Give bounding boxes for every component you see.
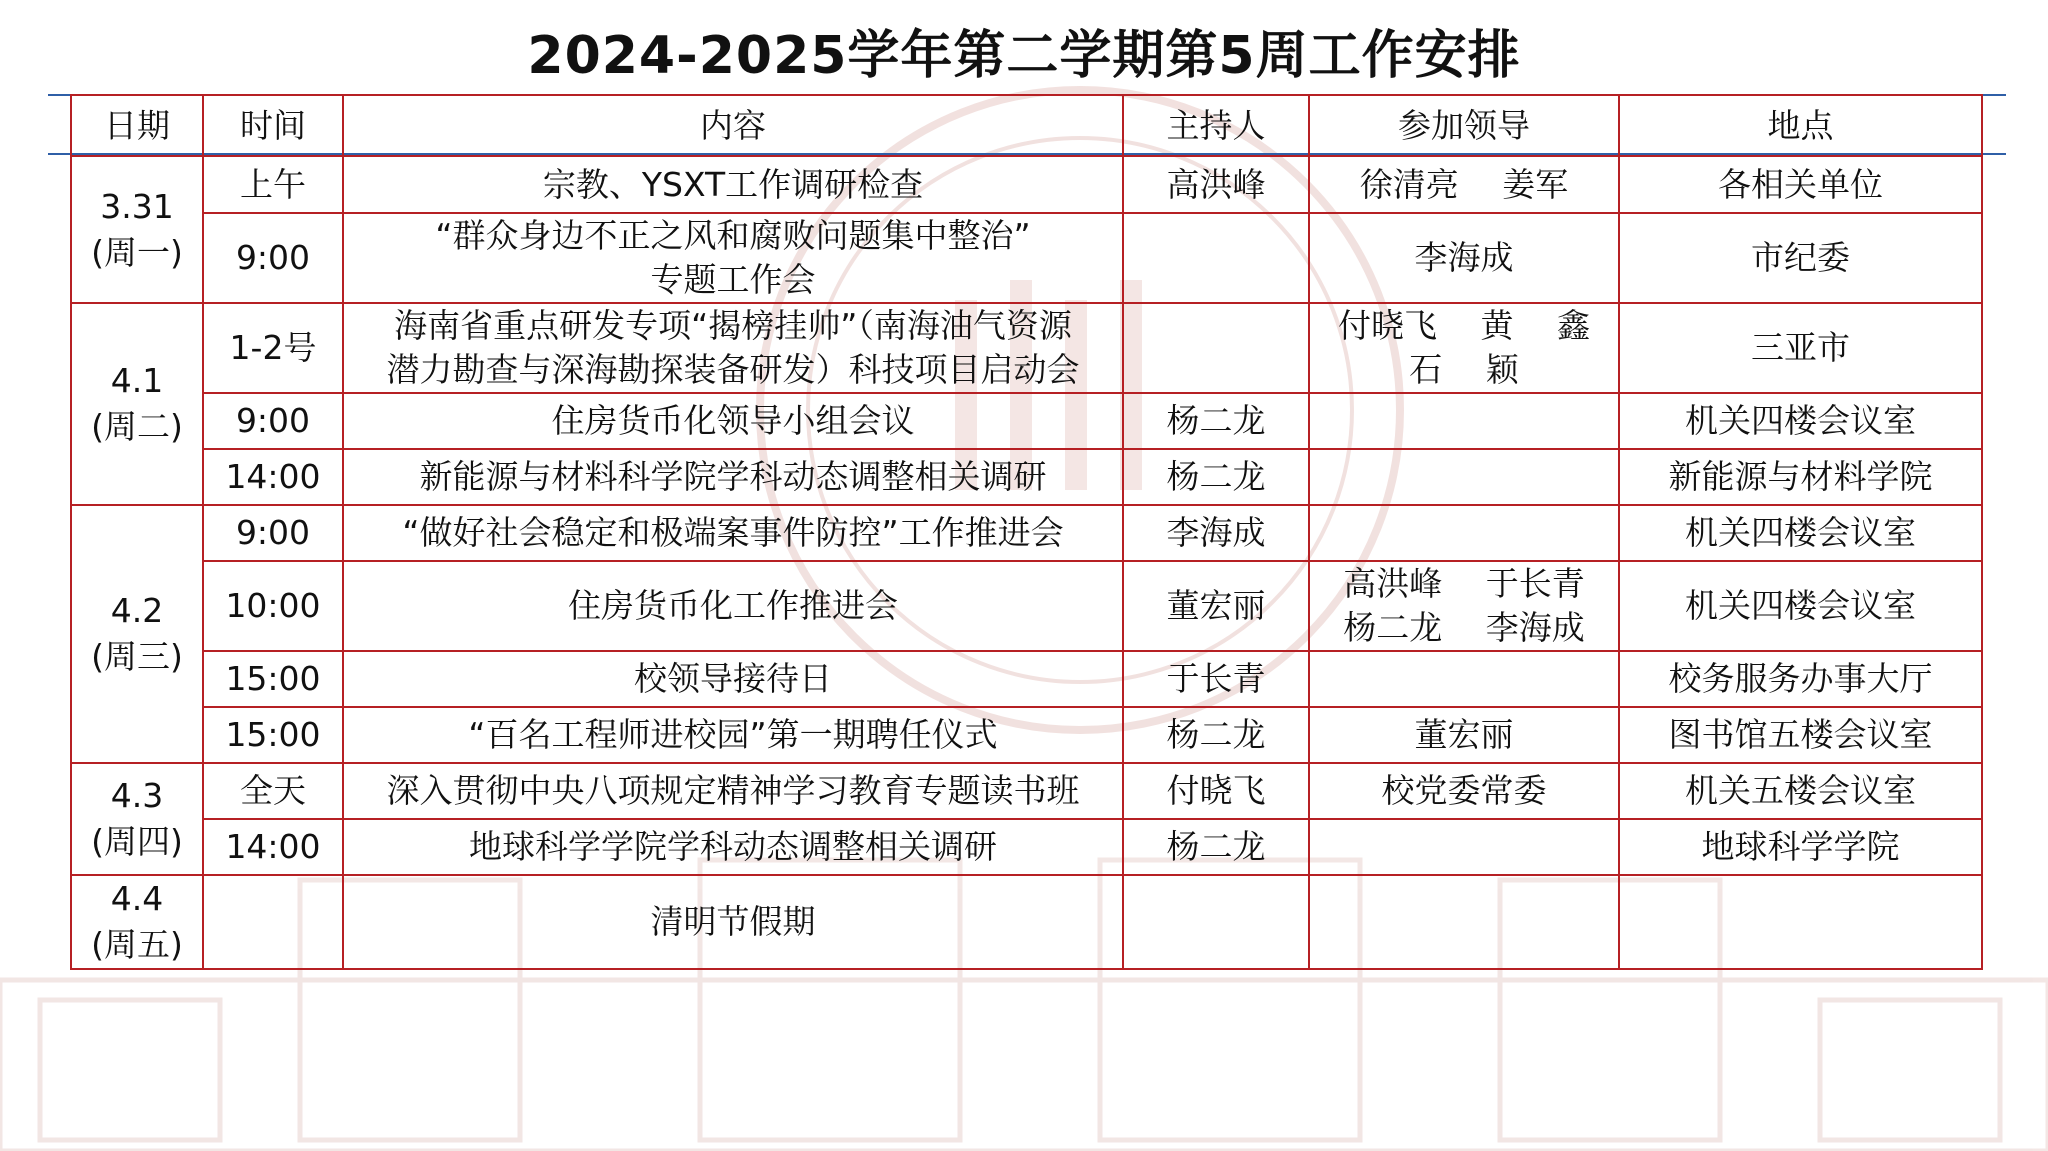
place-cell: 机关五楼会议室 bbox=[1619, 763, 1982, 819]
host-cell bbox=[1123, 875, 1309, 969]
host-cell: 高洪峰 bbox=[1123, 156, 1309, 213]
place-cell: 机关四楼会议室 bbox=[1619, 393, 1982, 449]
content-cell bbox=[343, 303, 1123, 393]
table-row bbox=[71, 213, 1982, 303]
leaders-cell bbox=[1309, 156, 1619, 213]
content-cell bbox=[343, 449, 1123, 505]
table-row bbox=[71, 651, 1982, 707]
weekday-value: (周一) bbox=[91, 232, 183, 272]
time-cell: 9:00 bbox=[203, 213, 343, 303]
date-cell bbox=[71, 505, 203, 763]
place-cell: 各相关单位 bbox=[1619, 156, 1982, 213]
place-cell: 图书馆五楼会议室 bbox=[1619, 707, 1982, 763]
leader-line: 董宏丽 bbox=[1414, 715, 1514, 754]
content-line: “百名工程师进校园”第一期聘任仪式 bbox=[468, 715, 998, 754]
leader-line: 李海成 bbox=[1414, 238, 1514, 277]
content-line: 专题工作会 bbox=[650, 260, 816, 299]
table-row bbox=[71, 707, 1982, 763]
time-cell: 全天 bbox=[203, 763, 343, 819]
table-row bbox=[71, 505, 1982, 561]
weekday-value: (周二) bbox=[91, 407, 183, 446]
place-cell: 三亚市 bbox=[1619, 303, 1982, 393]
content-cell bbox=[343, 561, 1123, 651]
content-line: 深入贯彻中央八项规定精神学习教育专题读书班 bbox=[386, 771, 1080, 810]
column-header-content: 内容 bbox=[343, 95, 1123, 156]
column-header-time: 时间 bbox=[203, 95, 343, 156]
leader-line: 石 颖 bbox=[1409, 350, 1519, 389]
leaders-cell bbox=[1309, 449, 1619, 505]
content-cell bbox=[343, 875, 1123, 969]
time-cell: 14:00 bbox=[203, 449, 343, 505]
place-cell bbox=[1619, 875, 1982, 969]
table-header-row bbox=[71, 95, 1982, 156]
column-header-leaders: 参加领导 bbox=[1309, 95, 1619, 156]
table-row bbox=[71, 449, 1982, 505]
place-cell: 校务服务办事大厅 bbox=[1619, 651, 1982, 707]
column-header-place: 地点 bbox=[1619, 95, 1982, 156]
content-line: 住房货币化领导小组会议 bbox=[551, 401, 915, 440]
leaders-cell bbox=[1309, 875, 1619, 969]
content-cell bbox=[343, 505, 1123, 561]
content-line: 新能源与材料科学院学科动态调整相关调研 bbox=[419, 457, 1047, 496]
table-row bbox=[71, 156, 1982, 213]
content-cell bbox=[343, 651, 1123, 707]
content-line: 住房货币化工作推进会 bbox=[568, 586, 898, 625]
leader-line: 徐清亮 姜军 bbox=[1359, 164, 1569, 204]
time-cell: 15:00 bbox=[203, 707, 343, 763]
place-cell: 地球科学学院 bbox=[1619, 819, 1982, 875]
content-line: 宗教、YSXT工作调研检查 bbox=[542, 164, 924, 204]
column-header-date: 日期 bbox=[71, 95, 203, 156]
table-row bbox=[71, 875, 1982, 969]
content-line: 潜力勘查与深海勘探装备研发）科技项目启动会 bbox=[386, 350, 1080, 389]
time-cell: 14:00 bbox=[203, 819, 343, 875]
content-cell bbox=[343, 707, 1123, 763]
host-cell: 杨二龙 bbox=[1123, 819, 1309, 875]
leaders-cell bbox=[1309, 303, 1619, 393]
leaders-cell bbox=[1309, 763, 1619, 819]
leaders-cell bbox=[1309, 505, 1619, 561]
content-line: 海南省重点研发专项“揭榜挂帅”（南海油气资源 bbox=[394, 306, 1072, 345]
leaders-cell bbox=[1309, 213, 1619, 303]
column-header-host: 主持人 bbox=[1123, 95, 1309, 156]
content-line: 地球科学学院学科动态调整相关调研 bbox=[469, 827, 997, 866]
host-cell bbox=[1123, 213, 1309, 303]
table-row bbox=[71, 303, 1982, 393]
host-cell: 董宏丽 bbox=[1123, 561, 1309, 651]
host-cell: 杨二龙 bbox=[1123, 393, 1309, 449]
time-cell bbox=[203, 875, 343, 969]
leaders-cell bbox=[1309, 651, 1619, 707]
leader-line: 校党委常委 bbox=[1381, 771, 1547, 810]
time-cell: 15:00 bbox=[203, 651, 343, 707]
page-title: 2024-2025学年第二学期第5周工作安排 bbox=[527, 26, 1521, 86]
place-cell: 机关四楼会议室 bbox=[1619, 505, 1982, 561]
content-line: 校领导接待日 bbox=[634, 659, 832, 698]
date-value: 4.4 bbox=[110, 879, 164, 918]
content-line: “群众身边不正之风和腐败问题集中整治” bbox=[435, 216, 1031, 255]
weekday-value: (周三) bbox=[91, 637, 183, 676]
leaders-cell bbox=[1309, 819, 1619, 875]
place-cell: 新能源与材料学院 bbox=[1619, 449, 1982, 505]
time-cell: 上午 bbox=[203, 156, 343, 213]
content-cell bbox=[343, 763, 1123, 819]
host-cell: 李海成 bbox=[1123, 505, 1309, 561]
leaders-cell bbox=[1309, 393, 1619, 449]
date-value: 4.2 bbox=[110, 591, 164, 630]
leader-line: 杨二龙 李海成 bbox=[1343, 608, 1585, 647]
host-cell: 杨二龙 bbox=[1123, 707, 1309, 763]
content-line: 清明节假期 bbox=[650, 902, 816, 941]
table-row bbox=[71, 819, 1982, 875]
date-cell bbox=[71, 875, 203, 969]
weekday-value: (周五) bbox=[91, 925, 183, 964]
leaders-cell bbox=[1309, 561, 1619, 651]
host-cell: 杨二龙 bbox=[1123, 449, 1309, 505]
table-row bbox=[71, 763, 1982, 819]
content-cell bbox=[343, 819, 1123, 875]
schedule-table bbox=[70, 94, 1983, 970]
host-cell bbox=[1123, 303, 1309, 393]
schedule-body bbox=[71, 156, 1982, 969]
leader-line: 高洪峰 于长青 bbox=[1343, 564, 1585, 603]
leaders-cell bbox=[1309, 707, 1619, 763]
weekday-value: (周四) bbox=[91, 822, 183, 861]
time-cell: 10:00 bbox=[203, 561, 343, 651]
table-row bbox=[71, 393, 1982, 449]
date-value: 4.3 bbox=[110, 776, 164, 815]
time-cell: 9:00 bbox=[203, 393, 343, 449]
date-cell bbox=[71, 303, 203, 505]
content-cell bbox=[343, 213, 1123, 303]
table-row bbox=[71, 561, 1982, 651]
host-cell: 付晓飞 bbox=[1123, 763, 1309, 819]
host-cell: 于长青 bbox=[1123, 651, 1309, 707]
content-line: “做好社会稳定和极端案事件防控”工作推进会 bbox=[402, 513, 1064, 552]
place-cell: 市纪委 bbox=[1619, 213, 1982, 303]
date-value: 4.1 bbox=[110, 361, 164, 400]
leader-line: 付晓飞 黄 鑫 bbox=[1338, 306, 1590, 345]
content-cell bbox=[343, 156, 1123, 213]
date-cell bbox=[71, 763, 203, 875]
place-cell: 机关四楼会议室 bbox=[1619, 561, 1982, 651]
time-cell: 9:00 bbox=[203, 505, 343, 561]
content-cell bbox=[343, 393, 1123, 449]
date-value: 3.31 bbox=[100, 186, 174, 226]
date-cell bbox=[71, 156, 203, 303]
time-cell: 1-2号 bbox=[203, 303, 343, 393]
